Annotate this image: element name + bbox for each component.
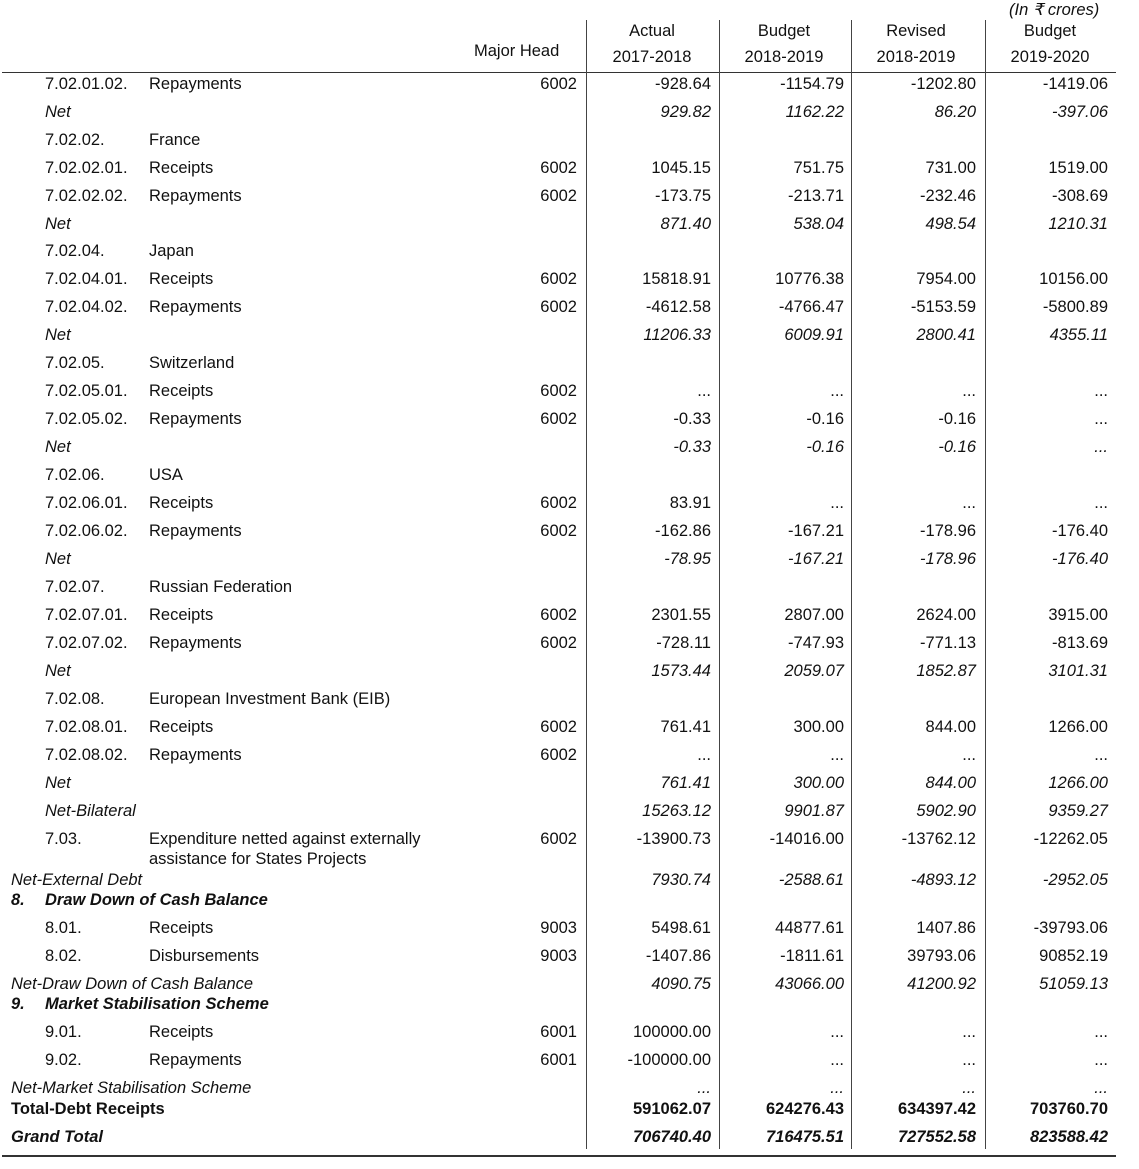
- row-description: European Investment Bank (EIB): [149, 690, 391, 708]
- value-cell: 751.75: [793, 159, 844, 177]
- major-head-cell: 6002: [540, 159, 577, 177]
- value-cell: -397.06: [1052, 103, 1108, 121]
- value-cell: 300.00: [793, 718, 844, 736]
- value-cell: 15818.91: [642, 270, 711, 288]
- value-cell: -12262.05: [1033, 830, 1108, 848]
- value-cell: 823588.42: [1030, 1128, 1108, 1146]
- row-description: Repayments: [149, 1051, 242, 1069]
- value-cell: -213.71: [788, 187, 844, 205]
- value-cell: 1407.86: [916, 919, 976, 937]
- row-description: Switzerland: [149, 354, 235, 372]
- major-head-cell: 6002: [540, 298, 577, 316]
- value-cell: -1202.80: [910, 75, 976, 93]
- value-cell: -176.40: [1052, 522, 1108, 540]
- value-cell: 761.41: [660, 774, 711, 792]
- major-head-cell: 6002: [540, 522, 577, 540]
- value-cell: -0.33: [673, 438, 711, 456]
- value-cell: -1811.61: [780, 947, 844, 965]
- row-label: Total-Debt Receipts: [11, 1100, 165, 1118]
- value-cell: 39793.06: [907, 947, 976, 965]
- value-cell: -0.16: [938, 438, 976, 456]
- value-cell: 2059.07: [784, 662, 844, 680]
- major-head-cell: 6002: [540, 830, 577, 848]
- row-description: Receipts: [149, 1023, 214, 1041]
- value-cell: 2800.41: [916, 326, 976, 344]
- value-cell: -1154.79: [780, 75, 844, 93]
- value-cell: ...: [1094, 494, 1108, 512]
- value-cell: -1419.06: [1042, 75, 1108, 93]
- units-note: (In ₹ crores): [1009, 1, 1100, 19]
- row-label: Net-External Debt: [11, 871, 143, 889]
- value-cell: -0.33: [673, 410, 711, 428]
- row-code: Draw Down of Cash Balance: [45, 891, 268, 909]
- major-head-header: Major Head: [474, 42, 560, 60]
- value-cell: 1573.44: [651, 662, 711, 680]
- row-code: 7.02.05.02.: [45, 410, 128, 428]
- value-cell: 731.00: [925, 159, 976, 177]
- value-cell: 2301.55: [651, 606, 711, 624]
- row-description: Expenditure netted against externally: [149, 830, 421, 848]
- row-code: 7.02.06.: [45, 466, 105, 484]
- value-cell: ...: [830, 1051, 844, 1069]
- row-description: Repayments: [149, 410, 242, 428]
- value-cell: -78.95: [664, 550, 711, 568]
- row-code: 7.02.05.01.: [45, 382, 128, 400]
- row-code: Net: [45, 774, 71, 792]
- row-code: 7.02.02.: [45, 131, 105, 149]
- value-cell: 871.40: [660, 215, 711, 233]
- value-cell: 844.00: [925, 774, 976, 792]
- row-code: 7.02.04.01.: [45, 270, 128, 288]
- value-cell: -0.16: [806, 438, 844, 456]
- value-cell: 10776.38: [775, 270, 844, 288]
- value-cell: ...: [830, 382, 844, 400]
- major-head-cell: 6002: [540, 410, 577, 428]
- value-cell: -1407.86: [645, 947, 711, 965]
- header-rule: [2, 72, 1116, 73]
- value-cell: 1045.15: [651, 159, 711, 177]
- value-cell: 703760.70: [1030, 1100, 1108, 1118]
- value-cell: 11206.33: [643, 326, 711, 344]
- value-cell: 90852.19: [1039, 947, 1108, 965]
- value-cell: 3915.00: [1048, 606, 1108, 624]
- value-cell: 706740.40: [633, 1128, 711, 1146]
- row-description: Receipts: [149, 159, 214, 177]
- value-cell: 634397.42: [898, 1100, 976, 1118]
- value-cell: ...: [830, 1023, 844, 1041]
- value-cell: 844.00: [925, 718, 976, 736]
- col-header-actual-line1: Actual: [629, 22, 675, 40]
- row-code: 7.02.07.: [45, 578, 105, 596]
- value-cell: 2807.00: [784, 606, 844, 624]
- row-description: Repayments: [149, 746, 242, 764]
- major-head-cell: 6002: [540, 494, 577, 512]
- value-cell: -162.86: [655, 522, 711, 540]
- major-head-cell: 6002: [540, 382, 577, 400]
- row-code: 7.02.06.01.: [45, 494, 128, 512]
- value-cell: 1266.00: [1048, 774, 1108, 792]
- row-code: 9.01.: [45, 1023, 82, 1041]
- value-cell: ...: [830, 746, 844, 764]
- value-cell: -813.69: [1052, 634, 1108, 652]
- value-cell: 41200.92: [907, 975, 976, 993]
- value-cell: -308.69: [1052, 187, 1108, 205]
- value-cell: 538.04: [793, 215, 844, 233]
- value-cell: 100000.00: [633, 1023, 711, 1041]
- row-description: Receipts: [149, 606, 214, 624]
- row-code: 8.02.: [45, 947, 82, 965]
- value-cell: ...: [1094, 1051, 1108, 1069]
- col-header-budget-next-line2: 2019-2020: [1010, 48, 1090, 66]
- col-header-revised-line2: 2018-2019: [876, 48, 956, 66]
- value-cell: 624276.43: [766, 1100, 844, 1118]
- value-cell: -0.16: [806, 410, 844, 428]
- row-description: USA: [149, 466, 183, 484]
- value-cell: 83.91: [669, 494, 711, 512]
- value-cell: -5153.59: [910, 298, 976, 316]
- row-code: Net: [45, 438, 71, 456]
- value-cell: -5800.89: [1042, 298, 1108, 316]
- value-cell: 716475.51: [766, 1128, 844, 1146]
- value-cell: 10156.00: [1039, 270, 1108, 288]
- value-cell: -100000.00: [627, 1051, 711, 1069]
- row-code: Net: [45, 103, 71, 121]
- row-description: France: [149, 131, 201, 149]
- value-cell: 591062.07: [633, 1100, 711, 1118]
- value-cell: -232.46: [920, 187, 976, 205]
- value-cell: -167.21: [788, 522, 844, 540]
- value-cell: 6009.91: [784, 326, 844, 344]
- row-code: 7.02.04.: [45, 242, 105, 260]
- row-code: 7.02.02.01.: [45, 159, 128, 177]
- value-cell: -173.75: [655, 187, 711, 205]
- value-cell: -747.93: [788, 634, 844, 652]
- row-code: Net: [45, 550, 71, 568]
- value-cell: 3101.31: [1048, 662, 1108, 680]
- value-cell: ...: [697, 1079, 711, 1097]
- row-description: Japan: [149, 242, 194, 260]
- value-cell: -13762.12: [901, 830, 976, 848]
- row-code: Net: [45, 215, 71, 233]
- value-cell: ...: [1094, 746, 1108, 764]
- value-cell: 929.82: [660, 103, 711, 121]
- major-head-cell: 6002: [540, 606, 577, 624]
- row-description: Russian Federation: [149, 578, 293, 596]
- value-cell: -4893.12: [910, 871, 976, 889]
- value-cell: ...: [962, 494, 976, 512]
- row-code: 7.02.08.01.: [45, 718, 128, 736]
- row-description: Receipts: [149, 270, 214, 288]
- value-cell: ...: [962, 1023, 976, 1041]
- row-description: Repayments: [149, 298, 242, 316]
- value-cell: 2624.00: [916, 606, 976, 624]
- row-code: 7.02.07.02.: [45, 634, 128, 652]
- value-cell: 1519.00: [1048, 159, 1108, 177]
- major-head-cell: 6002: [540, 270, 577, 288]
- row-description: Receipts: [149, 494, 214, 512]
- major-head-cell: 9003: [540, 919, 577, 937]
- value-cell: -0.16: [938, 410, 976, 428]
- value-cell: 4355.11: [1049, 326, 1108, 344]
- major-head-cell: 6001: [540, 1051, 577, 1069]
- value-cell: 761.41: [660, 718, 711, 736]
- value-cell: 498.54: [925, 215, 976, 233]
- value-cell: 4090.75: [651, 975, 711, 993]
- col-header-revised-line1: Revised: [886, 22, 946, 40]
- value-cell: ...: [1094, 410, 1108, 428]
- value-cell: 5902.90: [916, 802, 976, 820]
- value-cell: 15263.12: [642, 802, 711, 820]
- row-code: 7.02.04.02.: [45, 298, 128, 316]
- value-cell: 1852.87: [916, 662, 976, 680]
- value-cell: -39793.06: [1033, 919, 1108, 937]
- col-header-actual-line2: 2017-2018: [612, 48, 692, 66]
- value-cell: 727552.58: [898, 1128, 976, 1146]
- major-head-cell: 6002: [540, 187, 577, 205]
- value-cell: 44877.61: [775, 919, 844, 937]
- value-cell: -176.40: [1052, 550, 1108, 568]
- bottom-rule: [2, 1155, 1116, 1157]
- row-code: 7.02.02.02.: [45, 187, 128, 205]
- row-code: 8.01.: [45, 919, 82, 937]
- value-cell: 1210.31: [1048, 215, 1108, 233]
- value-cell: 300.00: [793, 774, 844, 792]
- row-label: Net-Draw Down of Cash Balance: [11, 975, 254, 993]
- col-header-budget-line1: Budget: [757, 22, 811, 40]
- row-code: Net: [45, 326, 71, 344]
- row-description-line2: assistance for States Projects: [149, 850, 367, 868]
- value-cell: -4612.58: [645, 298, 711, 316]
- value-cell: 7930.74: [651, 871, 711, 889]
- value-cell: ...: [1094, 1079, 1108, 1097]
- value-cell: ...: [830, 494, 844, 512]
- row-label: Net-Market Stabilisation Scheme: [11, 1079, 252, 1097]
- row-description: Disbursements: [149, 947, 260, 965]
- value-cell: ...: [697, 746, 711, 764]
- value-cell: -4766.47: [778, 298, 844, 316]
- value-cell: ...: [1094, 382, 1108, 400]
- value-cell: ...: [962, 746, 976, 764]
- value-cell: 86.20: [934, 103, 976, 121]
- row-code: 7.02.08.02.: [45, 746, 128, 764]
- value-cell: 1162.22: [785, 103, 844, 121]
- row-description: Repayments: [149, 522, 242, 540]
- value-cell: -14016.00: [769, 830, 844, 848]
- major-head-cell: 6001: [540, 1023, 577, 1041]
- row-code: 7.03.: [45, 830, 82, 848]
- value-cell: ...: [962, 382, 976, 400]
- row-code: 7.02.07.01.: [45, 606, 128, 624]
- row-code: 7.02.08.: [45, 690, 105, 708]
- value-cell: -2952.05: [1042, 871, 1108, 889]
- row-code: 9.02.: [45, 1051, 82, 1069]
- value-cell: 9901.87: [784, 802, 844, 820]
- value-cell: ...: [1094, 438, 1108, 456]
- row-description: Receipts: [149, 718, 214, 736]
- row-code: 7.02.06.02.: [45, 522, 128, 540]
- value-cell: 43066.00: [775, 975, 844, 993]
- row-section-number: 8.: [11, 891, 25, 909]
- row-section-number: 9.: [11, 995, 25, 1013]
- major-head-cell: 6002: [540, 634, 577, 652]
- value-cell: -771.13: [920, 634, 976, 652]
- value-cell: ...: [962, 1079, 976, 1097]
- row-code: Net-Bilateral: [45, 802, 136, 820]
- value-cell: ...: [962, 1051, 976, 1069]
- col-header-budget-next-line1: Budget: [1023, 22, 1077, 40]
- value-cell: -728.11: [656, 634, 711, 652]
- row-code: Market Stabilisation Scheme: [45, 995, 269, 1013]
- value-cell: ...: [1094, 1023, 1108, 1041]
- major-head-cell: 9003: [540, 947, 577, 965]
- value-cell: -178.96: [920, 550, 976, 568]
- major-head-cell: 6002: [540, 75, 577, 93]
- value-cell: 9359.27: [1048, 802, 1108, 820]
- value-cell: ...: [697, 382, 711, 400]
- value-cell: 1266.00: [1048, 718, 1108, 736]
- value-cell: -928.64: [655, 75, 711, 93]
- row-description: Receipts: [149, 382, 214, 400]
- row-code: 7.02.01.02.: [45, 75, 128, 93]
- value-cell: -13900.73: [636, 830, 711, 848]
- value-cell: -178.96: [920, 522, 976, 540]
- major-head-cell: 6002: [540, 718, 577, 736]
- row-description: Repayments: [149, 187, 242, 205]
- value-cell: 51059.13: [1039, 975, 1108, 993]
- row-description: Receipts: [149, 919, 214, 937]
- value-cell: -2588.61: [778, 871, 844, 889]
- major-head-cell: 6002: [540, 746, 577, 764]
- row-code: 7.02.05.: [45, 354, 105, 372]
- row-description: Repayments: [149, 75, 242, 93]
- col-header-budget-line2: 2018-2019: [744, 48, 824, 66]
- row-description: Repayments: [149, 634, 242, 652]
- row-label: Grand Total: [11, 1128, 103, 1146]
- value-cell: 5498.61: [651, 919, 711, 937]
- value-cell: -167.21: [788, 550, 844, 568]
- row-code: Net: [45, 662, 71, 680]
- value-cell: 7954.00: [916, 270, 976, 288]
- value-cell: ...: [830, 1079, 844, 1097]
